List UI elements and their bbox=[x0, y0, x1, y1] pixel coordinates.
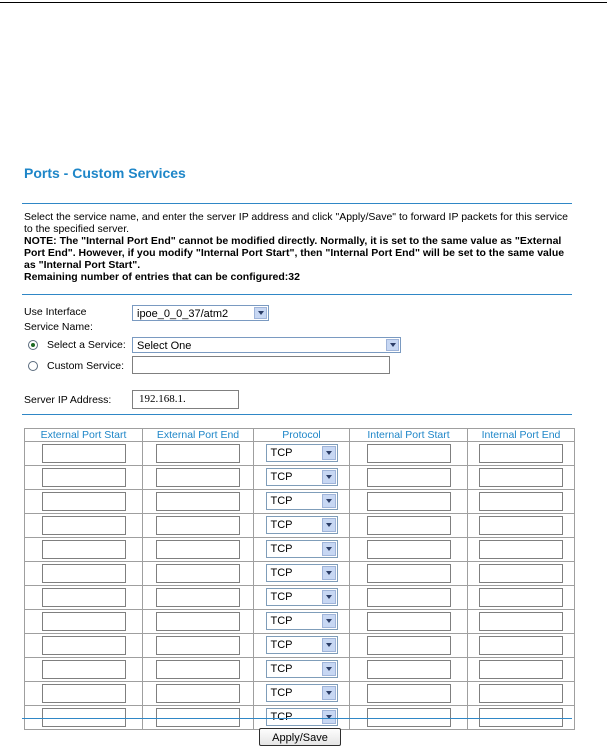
header-protocol: Protocol bbox=[254, 429, 350, 442]
internal-port-end-input[interactable] bbox=[479, 492, 563, 511]
table-cell bbox=[468, 562, 575, 586]
chevron-down-icon bbox=[254, 307, 267, 319]
external-port-end-input[interactable] bbox=[156, 564, 240, 583]
table-divider bbox=[22, 718, 572, 719]
external-port-start-input[interactable] bbox=[42, 492, 126, 511]
internal-port-start-input[interactable] bbox=[367, 516, 451, 535]
chevron-down-icon bbox=[386, 339, 399, 351]
table-cell bbox=[350, 442, 468, 466]
external-port-end-input[interactable] bbox=[156, 540, 240, 559]
internal-port-start-input[interactable] bbox=[367, 660, 451, 679]
protocol-select[interactable] bbox=[266, 588, 338, 606]
internal-port-start-input[interactable] bbox=[367, 612, 451, 631]
protocol-value: TCP bbox=[270, 687, 293, 700]
table-cell bbox=[254, 538, 350, 562]
header-internal-port-end: Internal Port End bbox=[468, 429, 575, 442]
table-cell bbox=[350, 514, 468, 538]
top-divider bbox=[0, 2, 607, 3]
custom-service-label: Custom Service: bbox=[47, 360, 125, 372]
server-ip-label: Server IP Address: bbox=[24, 394, 112, 406]
protocol-select[interactable] bbox=[266, 612, 338, 630]
table-row bbox=[25, 466, 575, 490]
external-port-end-input[interactable] bbox=[156, 636, 240, 655]
table-cell bbox=[468, 538, 575, 562]
title-divider bbox=[22, 203, 572, 204]
table-cell bbox=[25, 610, 143, 634]
table-row bbox=[25, 658, 575, 682]
table-cell bbox=[254, 514, 350, 538]
table-cell bbox=[350, 538, 468, 562]
table-cell bbox=[254, 682, 350, 706]
internal-port-start-input[interactable] bbox=[367, 588, 451, 607]
table-cell bbox=[468, 658, 575, 682]
protocol-select[interactable] bbox=[266, 492, 338, 510]
internal-port-start-input[interactable] bbox=[367, 492, 451, 511]
external-port-start-input[interactable] bbox=[42, 564, 126, 583]
table-cell bbox=[143, 634, 254, 658]
internal-port-end-input[interactable] bbox=[479, 540, 563, 559]
table-cell bbox=[254, 658, 350, 682]
table-cell bbox=[25, 658, 143, 682]
protocol-select[interactable] bbox=[266, 660, 338, 678]
remaining-entries: Remaining number of entries that can be configured:32 bbox=[24, 271, 300, 283]
description-divider bbox=[22, 294, 572, 295]
chevron-down-icon bbox=[322, 566, 336, 580]
chevron-down-icon bbox=[322, 638, 336, 652]
description-block bbox=[24, 211, 574, 283]
table-cell bbox=[468, 682, 575, 706]
table-cell bbox=[143, 562, 254, 586]
chevron-down-icon bbox=[322, 446, 336, 460]
external-port-start-input[interactable] bbox=[42, 516, 126, 535]
table-cell bbox=[143, 586, 254, 610]
chevron-down-icon bbox=[322, 686, 336, 700]
description-text: Select the service name, and enter the server IP address and click "Apply/Save" to forward IP packets for this service to the specified server. bbox=[24, 211, 568, 235]
table-row bbox=[25, 442, 575, 466]
table-cell bbox=[350, 610, 468, 634]
table-cell bbox=[143, 490, 254, 514]
protocol-select[interactable] bbox=[266, 636, 338, 654]
table-cell bbox=[350, 634, 468, 658]
protocol-select[interactable] bbox=[266, 444, 338, 462]
protocol-value: TCP bbox=[270, 495, 293, 508]
table-cell bbox=[350, 658, 468, 682]
internal-port-end-input[interactable] bbox=[479, 660, 563, 679]
select-service-value: Select One bbox=[137, 340, 192, 352]
table-cell bbox=[254, 490, 350, 514]
external-port-end-input[interactable] bbox=[156, 684, 240, 703]
table-cell bbox=[468, 610, 575, 634]
protocol-select[interactable] bbox=[266, 684, 338, 702]
external-port-start-input[interactable] bbox=[42, 444, 126, 463]
external-port-start-input[interactable] bbox=[42, 660, 126, 679]
note-text: NOTE: The "Internal Port End" cannot be modified directly. Normally, it is set to the same value as "External Port End". However, if you modify "Internal Port Start", then "Internal Port End" will be set to the same value as "Internal Port Start". bbox=[24, 235, 565, 271]
protocol-value: TCP bbox=[270, 471, 293, 484]
table-cell bbox=[143, 442, 254, 466]
table-cell bbox=[468, 442, 575, 466]
table-cell bbox=[468, 634, 575, 658]
table-cell bbox=[468, 514, 575, 538]
external-port-start-input[interactable] bbox=[42, 468, 126, 487]
header-external-port-start: External Port Start bbox=[25, 429, 143, 442]
service-name-label: Service Name: bbox=[24, 321, 93, 333]
table-cell bbox=[25, 490, 143, 514]
table-cell bbox=[25, 586, 143, 610]
table-row bbox=[25, 586, 575, 610]
table-cell bbox=[468, 586, 575, 610]
internal-port-start-input[interactable] bbox=[367, 564, 451, 583]
table-cell bbox=[254, 634, 350, 658]
table-cell bbox=[254, 586, 350, 610]
internal-port-start-input[interactable] bbox=[367, 636, 451, 655]
table-cell bbox=[350, 490, 468, 514]
server-ip-input[interactable]: 192.168.1. bbox=[132, 390, 239, 409]
table-cell bbox=[143, 538, 254, 562]
external-port-start-input[interactable] bbox=[42, 684, 126, 703]
table-row bbox=[25, 538, 575, 562]
external-port-start-input[interactable] bbox=[42, 588, 126, 607]
internal-port-start-input[interactable] bbox=[367, 540, 451, 559]
form-divider bbox=[22, 414, 572, 415]
internal-port-end-input[interactable] bbox=[479, 588, 563, 607]
internal-port-end-input[interactable] bbox=[479, 636, 563, 655]
apply-save-button[interactable]: Apply/Save bbox=[259, 728, 341, 746]
table-cell bbox=[468, 490, 575, 514]
table-cell bbox=[468, 466, 575, 490]
custom-service-input[interactable] bbox=[132, 356, 390, 374]
internal-port-end-input[interactable] bbox=[479, 444, 563, 463]
protocol-select[interactable] bbox=[266, 468, 338, 486]
table-cell bbox=[25, 682, 143, 706]
chevron-down-icon bbox=[322, 614, 336, 628]
table-cell bbox=[143, 466, 254, 490]
table-cell bbox=[25, 634, 143, 658]
internal-port-end-input[interactable] bbox=[479, 468, 563, 487]
external-port-start-input[interactable] bbox=[42, 612, 126, 631]
select-service-dropdown[interactable] bbox=[132, 337, 401, 353]
internal-port-start-input[interactable] bbox=[367, 684, 451, 703]
internal-port-start-input[interactable] bbox=[367, 468, 451, 487]
select-service-label: Select a Service: bbox=[47, 339, 126, 351]
table-cell bbox=[25, 562, 143, 586]
external-port-start-input[interactable] bbox=[42, 540, 126, 559]
table-cell bbox=[143, 610, 254, 634]
chevron-down-icon bbox=[322, 494, 336, 508]
external-port-start-input[interactable] bbox=[42, 636, 126, 655]
table-cell bbox=[254, 562, 350, 586]
table-cell bbox=[254, 610, 350, 634]
internal-port-end-input[interactable] bbox=[479, 564, 563, 583]
table-cell bbox=[350, 562, 468, 586]
internal-port-end-input[interactable] bbox=[479, 612, 563, 631]
table-row bbox=[25, 514, 575, 538]
port-mapping-table bbox=[24, 428, 575, 730]
chevron-down-icon bbox=[322, 470, 336, 484]
protocol-select[interactable] bbox=[266, 516, 338, 534]
external-port-end-input[interactable] bbox=[156, 612, 240, 631]
protocol-value: TCP bbox=[270, 567, 293, 580]
table-row bbox=[25, 682, 575, 706]
protocol-select[interactable] bbox=[266, 564, 338, 582]
table-cell bbox=[350, 586, 468, 610]
table-cell bbox=[143, 514, 254, 538]
protocol-value: TCP bbox=[270, 639, 293, 652]
external-port-end-input[interactable] bbox=[156, 468, 240, 487]
table-cell bbox=[254, 466, 350, 490]
external-port-end-input[interactable] bbox=[156, 444, 240, 463]
table-cell bbox=[25, 514, 143, 538]
use-interface-select[interactable] bbox=[132, 305, 269, 321]
protocol-select[interactable] bbox=[266, 540, 338, 558]
table-row bbox=[25, 490, 575, 514]
external-port-end-input[interactable] bbox=[156, 588, 240, 607]
page-title: Ports - Custom Services bbox=[24, 165, 186, 181]
table-cell bbox=[350, 682, 468, 706]
protocol-value: TCP bbox=[270, 447, 293, 460]
table-cell bbox=[143, 658, 254, 682]
select-service-radio[interactable] bbox=[28, 340, 38, 350]
header-external-port-end: External Port End bbox=[143, 429, 254, 442]
use-interface-value: ipoe_0_0_37/atm2 bbox=[137, 308, 229, 320]
chevron-down-icon bbox=[322, 542, 336, 556]
chevron-down-icon bbox=[322, 662, 336, 676]
protocol-value: TCP bbox=[270, 519, 293, 532]
internal-port-start-input[interactable] bbox=[367, 444, 451, 463]
protocol-value: TCP bbox=[270, 615, 293, 628]
table-header-row bbox=[25, 429, 575, 442]
table-cell bbox=[143, 682, 254, 706]
external-port-end-input[interactable] bbox=[156, 492, 240, 511]
internal-port-end-input[interactable] bbox=[479, 684, 563, 703]
custom-service-radio[interactable] bbox=[28, 361, 38, 371]
table-cell bbox=[25, 538, 143, 562]
internal-port-end-input[interactable] bbox=[479, 516, 563, 535]
table-row bbox=[25, 634, 575, 658]
table-cell bbox=[25, 442, 143, 466]
protocol-value: TCP bbox=[270, 663, 293, 676]
table-cell bbox=[350, 466, 468, 490]
table-cell bbox=[25, 466, 143, 490]
table-row bbox=[25, 610, 575, 634]
external-port-end-input[interactable] bbox=[156, 516, 240, 535]
header-internal-port-start: Internal Port Start bbox=[350, 429, 468, 442]
chevron-down-icon bbox=[322, 590, 336, 604]
chevron-down-icon bbox=[322, 518, 336, 532]
protocol-value: TCP bbox=[270, 543, 293, 556]
use-interface-label: Use Interface bbox=[24, 306, 87, 318]
table-row bbox=[25, 562, 575, 586]
protocol-value: TCP bbox=[270, 591, 293, 604]
table-cell bbox=[254, 442, 350, 466]
external-port-end-input[interactable] bbox=[156, 660, 240, 679]
